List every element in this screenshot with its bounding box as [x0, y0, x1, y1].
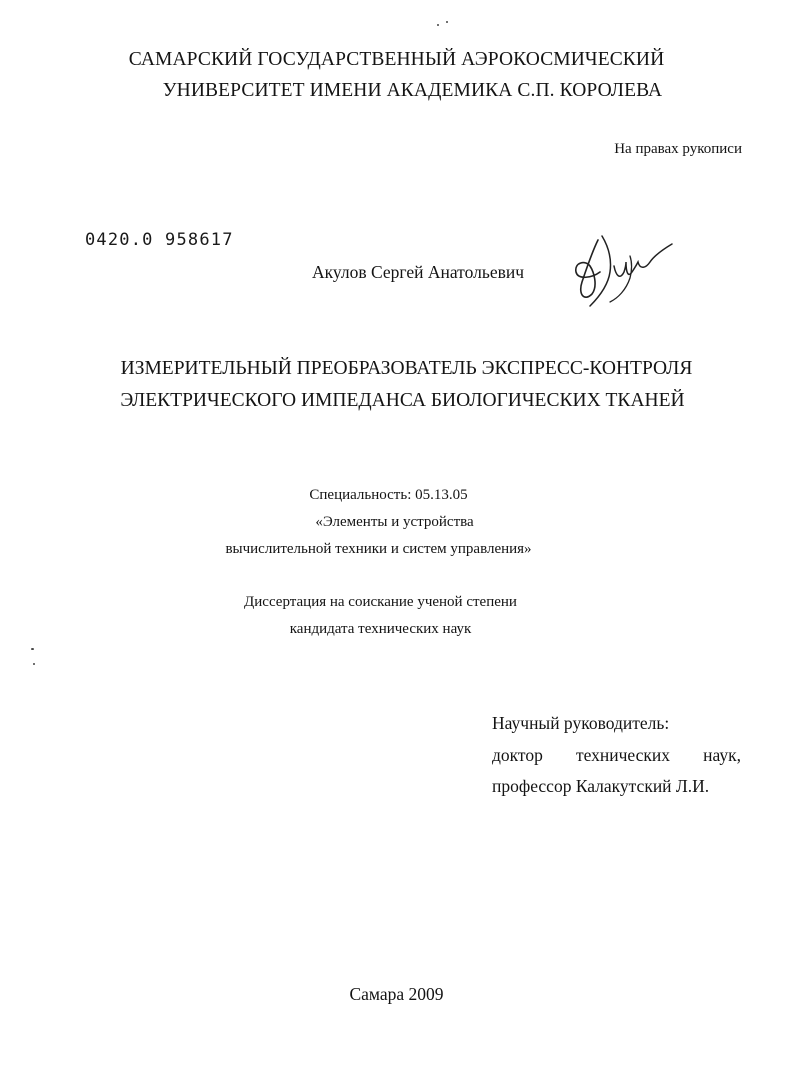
advisor-name: профессор Калакутский Л.И.: [492, 776, 710, 796]
scan-speck: [437, 24, 439, 26]
advisor-degree-word: доктор: [492, 745, 543, 765]
rights-note: На правах рукописи: [614, 141, 742, 157]
advisor-degree-word: технических: [575, 745, 671, 765]
specialty-name-line1: «Элементы и устройства: [315, 514, 474, 530]
university-name-line1: САМАРСКИЙ ГОСУДАРСТВЕННЫЙ АЭРОКОСМИЧЕСКИЙ: [128, 49, 665, 70]
scan-speck: [31, 648, 34, 650]
author-name: Акулов Сергей Анатольевич: [312, 262, 525, 282]
city-year: Самара 2009: [349, 984, 444, 1004]
dissertation-purpose-line2: кандидата технических наук: [289, 621, 472, 637]
advisor-degree: [492, 741, 741, 769]
advisor-degree-word: наук,: [703, 745, 741, 765]
thesis-title-line2: ЭЛЕКТРИЧЕСКОГО ИМПЕДАНСА БИОЛОГИЧЕСКИХ ТКАНЕЙ: [120, 390, 685, 411]
specialty-name-line2: вычислительной техники и систем управления»: [225, 541, 532, 557]
scan-speck: [33, 663, 35, 665]
scan-speck: [446, 21, 448, 23]
dissertation-purpose-line1: Диссертация на соискание ученой степени: [244, 594, 517, 610]
catalog-number: 0420.0 958617: [85, 230, 234, 250]
university-name-line2: УНИВЕРСИТЕТ ИМЕНИ АКАДЕМИКА С.П. КОРОЛЕВА: [162, 80, 663, 101]
thesis-title-line1: ИЗМЕРИТЕЛЬНЫЙ ПРЕОБРАЗОВАТЕЛЬ ЭКСПРЕСС-КОНТРОЛЯ: [120, 358, 693, 379]
specialty-code: Специальность: 05.13.05: [309, 487, 468, 503]
advisor-label: Научный руководитель:: [492, 713, 670, 733]
signature-icon: [568, 232, 678, 310]
